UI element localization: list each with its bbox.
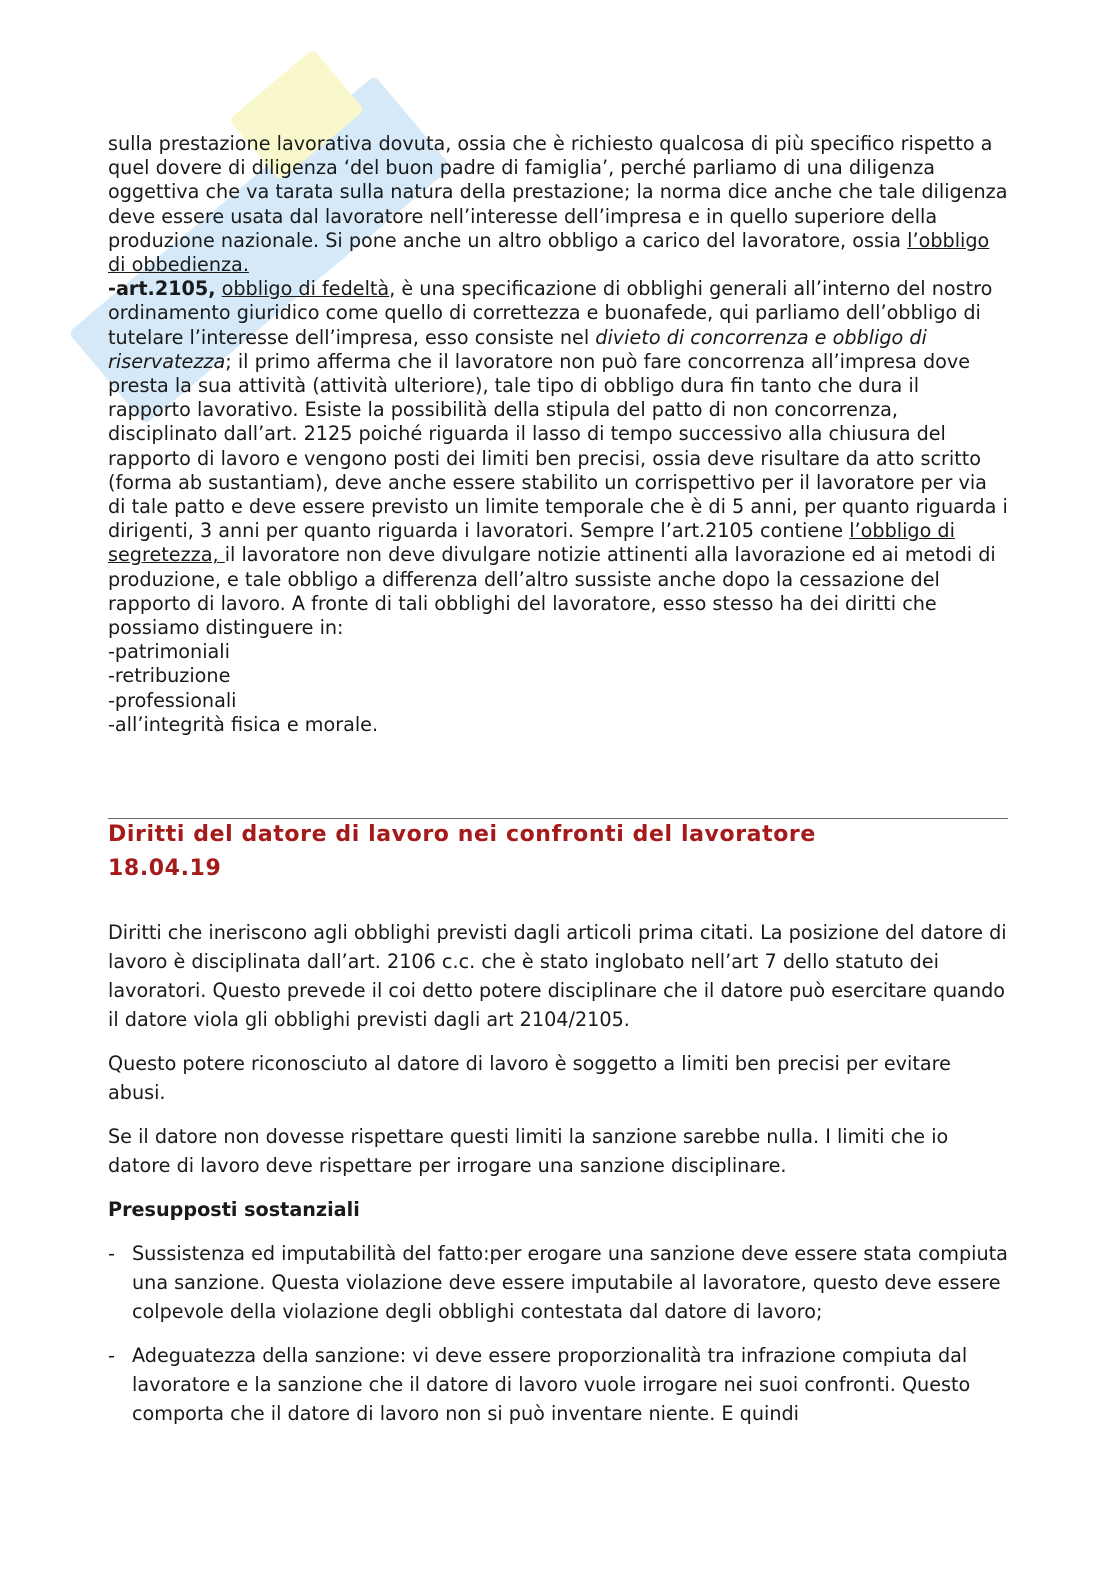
rights-list (108, 640, 1008, 737)
subheading: Presupposti sostanziali (108, 1198, 360, 1221)
paragraph: Questo potere riconosciuto al datore di lavoro è soggetto a limiti ben precisi per evitare abusi. (108, 1052, 951, 1104)
document-body (108, 132, 1008, 737)
section-heading: Diritti del datore di lavoro nei confronti del lavoratore 18.04.19 (108, 822, 816, 881)
list-item: -retribuzione (108, 664, 231, 688)
list-item: - Sussistenza ed imputabilità del fatto:per erogare una sanzione deve essere stata compiuta una sanzione. Questa violazione deve essere imputabile al lavoratore, questo deve essere colpevole della violazione degli obblighi contestata dal datore di lavoro; (108, 1242, 1008, 1323)
list-item: -patrimoniali (108, 640, 230, 664)
section-content (108, 918, 1008, 1443)
paragraph-art-2105: -art.2105, obbligo di fedeltà, è una specificazione di obblighi generali all’interno del nostro ordinamento giuridico come quello di correttezza e buonafede, qui parliamo dell’obbligo di tutelare l’interesse dell’impresa, esso consiste nel divieto di concorrenza e obbligo di riservatezza; il primo afferma che il lavoratore non può fare concorrenza all’impresa dove presta la sua attività (attività ulteriore), tale tipo di obbligo dura fin tanto che dura il rapporto lavorativo. Esiste la possibilità della stipula del patto di non concorrenza, disciplinato dall’art. 2125 poiché riguarda il lasso di tempo successivo alla chiusura del rapporto di lavoro e vengono posti dei limiti ben precisi, ossia deve risultare da atto scritto (forma ab sustantiam), deve anche essere stabilito un corrispettivo per il lavoratore per via di tale patto e deve essere previsto un limite temporale che è di 5 anni, per quanto riguarda i dirigenti, 3 anni per quanto riguarda i lavoratori. Sempre l’art.2105 contiene l’obbligo di segretezza, il lavoratore non deve divulgare notizie attinenti alla lavorazione ed ai metodi di produzione, e tale obbligo a differenza dell’altro sussiste anche dopo la cessazione del rapporto di lavoro. A fronte di tali obblighi del lavoratore, esso stesso ha dei diritti che possiamo distinguere in: (108, 277, 1008, 640)
link-obbedienza: l’obbligo di obbedienza. (108, 228, 990, 277)
list-item: - Adeguatezza della sanzione: vi deve essere proporzionalità tra infrazione compiuta dal lavoratore e la sanzione che il datore di lavoro vuole irrogare nei suoi confronti. Questo comporta che il datore di lavoro non si può inventare niente. E quindi (108, 1344, 971, 1425)
list-item: -all’integrità fisica e morale. (108, 712, 379, 736)
paragraph-diligenza: sulla prestazione lavorativa dovuta, ossia che è richiesto qualcosa di più specifico rispetto a quel dovere di diligenza ‘del buon padre di famiglia’, perché parliamo di una diligenza oggettiva che va tarata sulla natura della prestazione; la norma dice anche che tale diligenza deve essere usata dal lavoratore nell’interesse dell’impresa e in quello superiore della produzione nazionale. Si pone anche un altro obbligo a carico del lavoratore, ossia l’obbligo di obbedienza. (108, 132, 1008, 277)
paragraph: Diritti che ineriscono agli obblighi previsti dagli articoli prima citati. La posizione del datore di lavoro è disciplinata dall’art. 2106 c.c. che è stato inglobato nell’art 7 dello statuto dei lavoratori. Questo prevede il coi detto potere disciplinare che il datore può esercitare quando il datore viola gli obblighi previsti dagli art 2104/2105. (108, 921, 1007, 1031)
list-item: -professionali (108, 688, 237, 712)
paragraph: Se il datore non dovesse rispettare questi limiti la sanzione sarebbe nulla. I limiti che io datore di lavoro deve rispettare per irrogare una sanzione disciplinare. (108, 1125, 949, 1177)
